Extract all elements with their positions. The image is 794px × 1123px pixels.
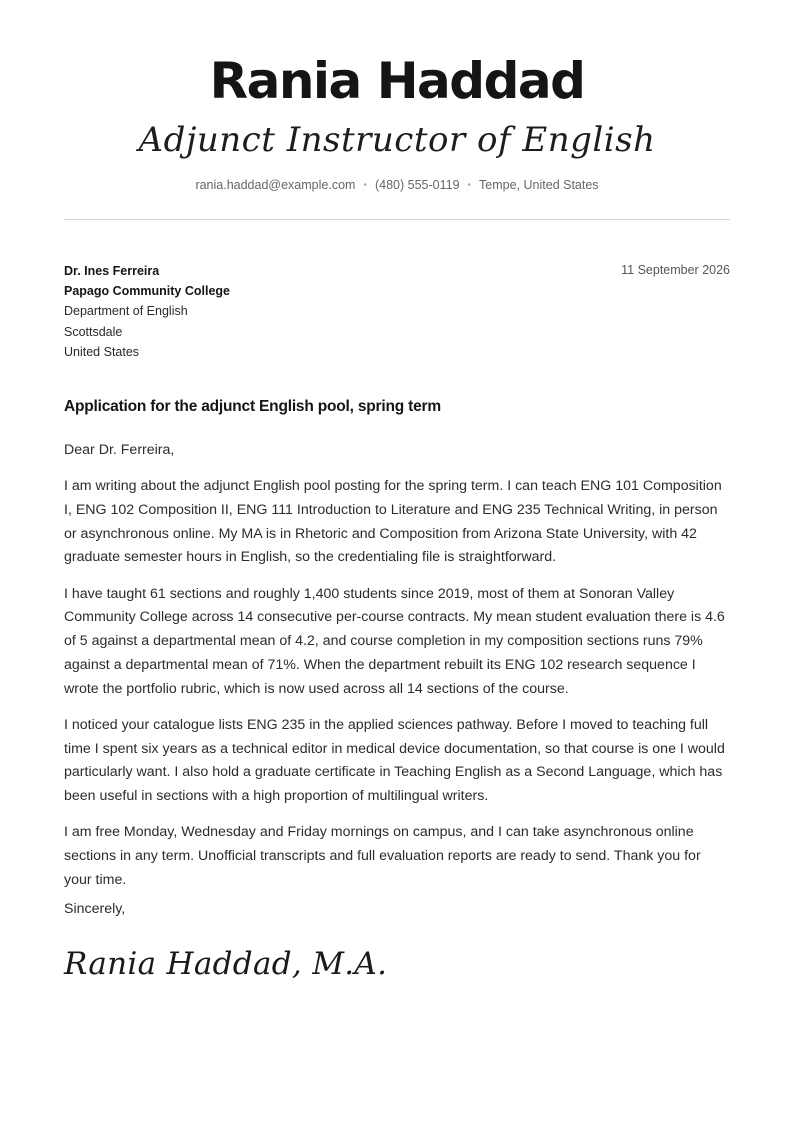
signature: Rania Haddad, M.A.	[64, 946, 388, 982]
contact-location: Tempe, United States	[479, 178, 599, 192]
letter-date: 11 September 2026	[621, 263, 730, 277]
recipient-name: Dr. Ines Ferreira	[64, 264, 160, 278]
sender-title: Adjunct Instructor of English	[138, 120, 656, 160]
salutation: Dear Dr. Ferreira,	[64, 442, 175, 458]
recipient-block	[64, 261, 230, 362]
contact-phone: (480) 555-0119	[374, 178, 460, 192]
body-paragraph: I am writing about the adjunct English pool posting for the spring term. I can teach ENG 101 Composition I, ENG 102 Composition II, ENG 111 Introduction to Literature and ENG 235 Technical Writing, in person or asynchronous online. My MA is in Rhetoric and Composition from Arizona State University, with 42 graduate semester hours in English, so the credentialing file is straightforward.	[64, 478, 722, 566]
recipient-country: United States	[64, 344, 140, 359]
body-paragraph: I noticed your catalogue lists ENG 235 in the applied sciences pathway. Before I moved to teaching full time I spent six years as a technical editor in medical device documentation, so that course is one I would particularly want. I also hold a graduate certificate in Teaching English as a Second Language, which has been useful in sections with a high proportion of multilingual writers.	[64, 716, 725, 804]
contact-separator: •	[467, 180, 472, 191]
body-paragraph: I have taught 61 sections and roughly 1,400 students since 2019, most of them at Sonoran Valley Community College across 14 consecutive per-course contracts. My mean student evaluation there is 4.6 of 5 against a departmental mean of 4.2, and course completion in my composition sections runs 79% against a departmental mean of 71%. When the department rebuilt its ENG 102 research sequence I wrote the portfolio rubric, which is now used across all 14 sections of the course.	[64, 585, 725, 697]
sender-name: Rania Haddad	[209, 52, 585, 110]
closing: Sincerely,	[64, 901, 126, 917]
letter-header	[0, 48, 794, 195]
header-divider	[64, 219, 730, 220]
recipient-organization: Papago Community College	[64, 284, 230, 299]
letter-subject: Application for the adjunct English pool, spring term	[64, 398, 441, 415]
recipient-department: Department of English	[64, 304, 188, 319]
letter-body	[64, 439, 732, 905]
contact-separator: •	[363, 180, 367, 191]
recipient-city: Scottsdale	[64, 324, 123, 339]
contact-line	[0, 176, 794, 195]
contact-email: rania.haddad@example.com	[195, 178, 356, 192]
body-paragraph: I am free Monday, Wednesday and Friday mornings on campus, and I can take asynchronous online sections in any term. Unofficial transcripts and full evaluation reports are ready to send. Thank you for your time.	[64, 824, 701, 888]
